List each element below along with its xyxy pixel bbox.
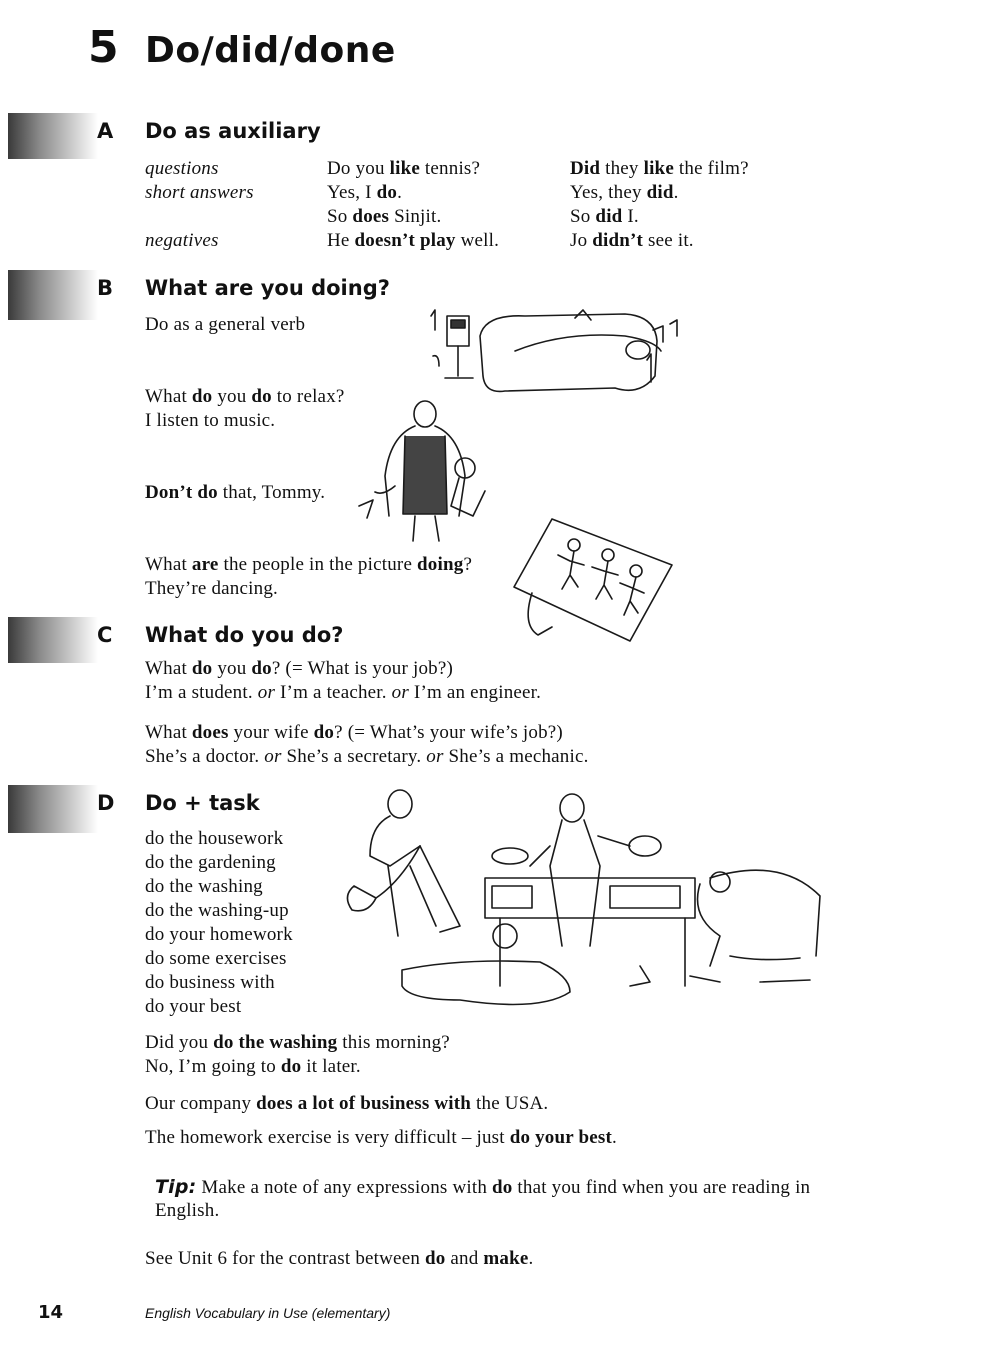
section-a-example-col1 bbox=[327, 181, 402, 205]
text-run: they bbox=[600, 158, 644, 179]
text-run: . bbox=[397, 182, 403, 203]
section-a-example-col2 bbox=[570, 205, 639, 229]
section-d-heading: Do + task bbox=[145, 791, 260, 815]
text-run: it later. bbox=[301, 1056, 361, 1077]
text-run: He bbox=[327, 230, 355, 251]
text-run: doesn’t play bbox=[354, 230, 456, 251]
task-list-item: do business with bbox=[145, 972, 275, 993]
section-b-example-2 bbox=[145, 481, 325, 505]
section-b-heading-bold: doing? bbox=[311, 276, 390, 300]
text-run: ? (= What’s your wife’s job?) bbox=[334, 722, 563, 743]
illustration-household-tasks bbox=[340, 786, 850, 1016]
task-list-item: do the gardening bbox=[145, 852, 276, 873]
text-run: Jo bbox=[570, 230, 593, 251]
text-run: do bbox=[280, 1056, 302, 1077]
text-run: ? bbox=[463, 554, 473, 575]
text-run: this morning? bbox=[337, 1032, 450, 1053]
text-run: does a lot of business with bbox=[256, 1093, 472, 1114]
text-run: see it. bbox=[643, 230, 694, 251]
text-run: do bbox=[313, 722, 335, 743]
text-run: do bbox=[424, 1248, 446, 1269]
text-run: you bbox=[212, 658, 252, 679]
text-run: the USA. bbox=[471, 1093, 549, 1114]
section-a-row-label: negatives bbox=[145, 230, 219, 251]
section-d-example-2 bbox=[145, 1055, 361, 1079]
section-a-row-label: short answers bbox=[145, 182, 254, 203]
book-title: English Vocabulary in Use (elementary) bbox=[145, 1305, 391, 1321]
text-run: She’s a doctor. bbox=[145, 746, 265, 767]
section-a-example-col1 bbox=[327, 229, 499, 253]
section-a-heading: Do as auxiliary bbox=[145, 119, 321, 143]
task-list-item: do your homework bbox=[145, 924, 293, 945]
text-run: do bbox=[376, 182, 398, 203]
text-run: you bbox=[212, 386, 252, 407]
text-run: Don’t do bbox=[145, 482, 218, 503]
text-run: Make a note of any expressions with bbox=[196, 1177, 492, 1198]
section-a-example-col2 bbox=[570, 157, 749, 181]
text-run: I’m an engineer. bbox=[408, 682, 542, 703]
text-run: What bbox=[145, 386, 192, 407]
text-run: did bbox=[595, 206, 623, 227]
text-run: does bbox=[352, 206, 390, 227]
text-run: So bbox=[570, 206, 596, 227]
section-d-example-3 bbox=[145, 1092, 548, 1116]
section-b-heading-plain: What are you bbox=[145, 276, 312, 300]
text-run: or bbox=[257, 682, 276, 703]
section-c-tab-marker bbox=[8, 617, 98, 661]
section-d-example-1 bbox=[145, 1031, 450, 1055]
text-run: I’m a student. bbox=[145, 682, 258, 703]
tip-line-1 bbox=[155, 1175, 810, 1200]
section-d-tab-marker bbox=[8, 785, 98, 829]
section-a-row-label: questions bbox=[145, 158, 219, 179]
section-d-letter: D bbox=[97, 791, 115, 815]
text-run: What bbox=[145, 554, 192, 575]
text-run: So bbox=[327, 206, 353, 227]
section-b-heading bbox=[145, 276, 390, 300]
text-run: I’m a teacher. bbox=[275, 682, 392, 703]
text-run: . bbox=[673, 182, 679, 203]
section-c-line-2 bbox=[145, 681, 541, 705]
text-run: The homework exercise is very difficult – just bbox=[145, 1127, 510, 1148]
section-c-letter: C bbox=[97, 623, 113, 647]
text-run: like bbox=[643, 158, 674, 179]
section-a-example-col2 bbox=[570, 229, 694, 253]
unit-number: 5 bbox=[88, 22, 119, 73]
text-run: Do bbox=[327, 158, 351, 179]
text-run: does bbox=[191, 722, 229, 743]
task-list-item: do the washing-up bbox=[145, 900, 289, 921]
text-run: or bbox=[426, 746, 444, 767]
section-c-line-3 bbox=[145, 721, 563, 745]
text-run: that you find when you are reading in bbox=[512, 1177, 811, 1198]
text-run: She’s a secretary. bbox=[281, 746, 427, 767]
text-run: make bbox=[483, 1248, 529, 1269]
text-run: do bbox=[491, 1177, 513, 1198]
section-c-line-4 bbox=[145, 745, 589, 769]
text-run: the film? bbox=[673, 158, 749, 179]
text-run: do bbox=[191, 658, 213, 679]
text-run: do bbox=[251, 386, 272, 407]
illustration-dont-do-that bbox=[355, 396, 500, 546]
text-run: No, I’m going to bbox=[145, 1056, 281, 1077]
text-run: Yes, I bbox=[327, 182, 377, 203]
text-run: did bbox=[646, 182, 674, 203]
text-run: See Unit 6 for the contrast between bbox=[145, 1248, 425, 1269]
text-run: your wife bbox=[228, 722, 314, 743]
section-c-heading: What do you do? bbox=[145, 623, 344, 647]
text-run: doing bbox=[417, 554, 464, 575]
text-run: Did you bbox=[145, 1032, 214, 1053]
text-run: well. bbox=[455, 230, 500, 251]
text-run: I. bbox=[622, 206, 639, 227]
text-run: are bbox=[191, 554, 219, 575]
text-run: and bbox=[445, 1248, 484, 1269]
section-a-example-col2 bbox=[570, 181, 679, 205]
section-b-tab-marker bbox=[8, 270, 98, 314]
see-also-note bbox=[145, 1247, 533, 1271]
text-run: . bbox=[612, 1127, 617, 1148]
text-run: What bbox=[145, 658, 192, 679]
text-run: Sinjit. bbox=[389, 206, 442, 227]
text-run: Did bbox=[570, 158, 601, 179]
section-b-example-3-question bbox=[145, 553, 472, 577]
text-run: . bbox=[528, 1248, 534, 1269]
section-a-example-col1 bbox=[327, 157, 480, 181]
tip-line-2: English. bbox=[155, 1200, 220, 1221]
text-run: or bbox=[391, 682, 409, 703]
text-run: What bbox=[145, 722, 192, 743]
section-a-example-col1 bbox=[327, 205, 441, 229]
section-b-letter: B bbox=[97, 276, 114, 300]
text-run: the people in the picture bbox=[218, 554, 418, 575]
tip-text bbox=[196, 1177, 810, 1198]
section-c-line-1 bbox=[145, 657, 453, 681]
section-b-example-3-answer: They’re dancing. bbox=[145, 578, 278, 599]
page-number: 14 bbox=[38, 1302, 64, 1323]
section-b-example-1-answer: I listen to music. bbox=[145, 410, 276, 431]
unit-title: Do/did/done bbox=[145, 30, 396, 71]
task-list-item: do some exercises bbox=[145, 948, 287, 969]
text-run: that, Tommy. bbox=[217, 482, 326, 503]
section-b-example-1-question bbox=[145, 385, 345, 409]
section-b-intro: Do as a general verb bbox=[145, 314, 306, 335]
text-run: do bbox=[251, 658, 272, 679]
task-list-item: do your best bbox=[145, 996, 242, 1017]
text-run: didn’t bbox=[592, 230, 644, 251]
task-list-item: do the washing bbox=[145, 876, 263, 897]
task-list-item: do the housework bbox=[145, 828, 284, 849]
illustration-relaxing-music bbox=[425, 296, 695, 406]
illustration-dancing-picture bbox=[512, 515, 677, 645]
text-run: do the washing bbox=[213, 1032, 338, 1053]
section-a-letter: A bbox=[97, 119, 114, 143]
text-run: She’s a mechanic. bbox=[443, 746, 589, 767]
text-run: you bbox=[350, 158, 390, 179]
text-run: like bbox=[389, 158, 420, 179]
text-run: ? (= What is your job?) bbox=[271, 658, 454, 679]
text-run: tennis? bbox=[419, 158, 481, 179]
tip-label: Tip: bbox=[155, 1176, 197, 1198]
section-a-tab-marker bbox=[8, 113, 98, 157]
section-d-example-4 bbox=[145, 1126, 617, 1150]
text-run: do your best bbox=[509, 1127, 613, 1148]
text-run: to relax? bbox=[271, 386, 345, 407]
text-run: do bbox=[191, 386, 213, 407]
text-run: Yes, they bbox=[570, 182, 647, 203]
text-run: Our company bbox=[145, 1093, 257, 1114]
text-run: or bbox=[264, 746, 282, 767]
